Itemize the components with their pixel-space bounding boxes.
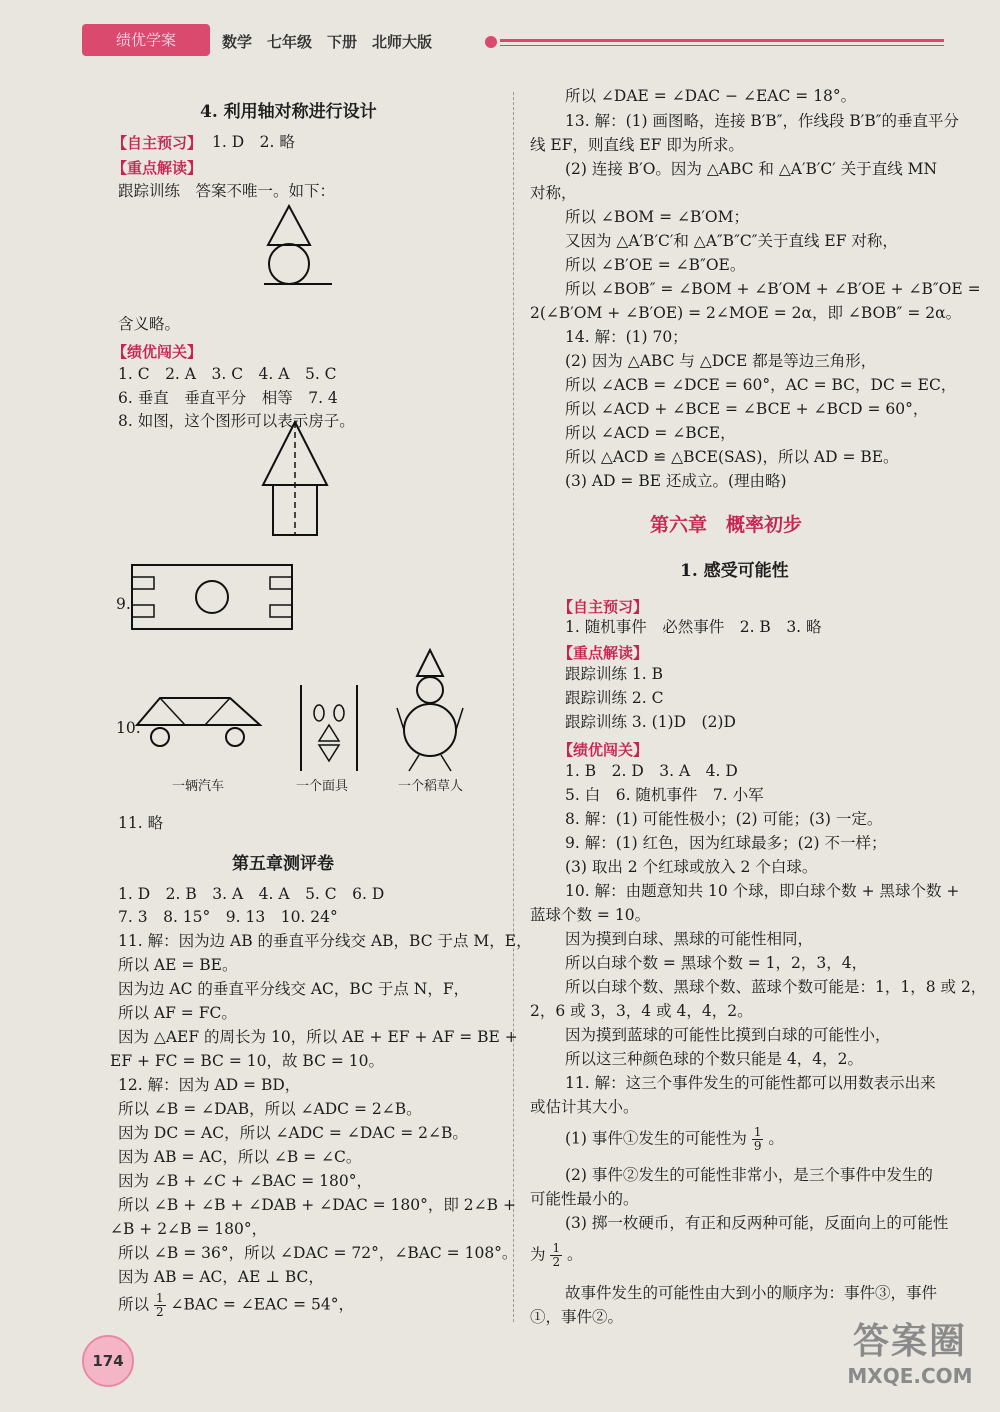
key-line-3: 跟踪训练 3. (1)D (2)D <box>565 713 736 731</box>
tag-preview: 【自主预习】 <box>112 134 203 152</box>
level-line-10: 所以白球个数、黑球个数、蓝球个数可能是：1，1，8 或 2， <box>565 978 987 996</box>
level-line-19: (3) 掷一枚硬币，有正和反两种可能，反面向上的可能性 <box>565 1214 949 1232</box>
test-line-12: 因为 AB = AC，所以 ∠B = ∠C。 <box>118 1148 362 1166</box>
level-line-17: (2) 事件②发生的可能性非常小，是三个事件中发生的 <box>565 1166 933 1184</box>
test-line-13: 因为 ∠B + ∠C + ∠BAC = 180°， <box>118 1172 372 1190</box>
header-dot <box>485 36 497 48</box>
right-line-13: 所以 ∠ACB = ∠DCE = 60°，AC = BC，DC = EC， <box>565 376 957 394</box>
level-line-12: 因为摸到蓝球的可能性比摸到白球的可能性小， <box>565 1026 891 1044</box>
header-tab: 绩优学案 <box>82 24 210 56</box>
fraction-half: $\frac{1}{2}$ <box>155 1291 164 1319</box>
fraction-one-ninth: $\frac{1}{9}$ <box>753 1125 762 1153</box>
level-line-13: 所以这三种颜色球的个数只能是 4，4，2。 <box>565 1050 864 1068</box>
right-line-17: (3) AD = BE 还成立。(理由略) <box>565 472 787 490</box>
right-line-3: 线 EF，则直线 EF 即为所求。 <box>530 136 744 154</box>
level-line-6: 10. 解：由题意知共 10 个球，即白球个数 + 黑球个数 + <box>565 882 960 900</box>
right-line-7: 又因为 △A′B′C′和 △A″B″C″关于直线 EF 对称， <box>565 232 898 250</box>
right-line-16: 所以 △ACD ≌ △BCE(SAS)，所以 AD = BE。 <box>565 448 899 466</box>
tag-key-right: 【重点解读】 <box>558 644 649 662</box>
test-line-4: 所以 AE = BE。 <box>118 956 238 974</box>
level-answers-1: 1. C 2. A 3. C 4. A 5. C <box>118 365 337 383</box>
rectangle-circle-figure <box>130 563 295 633</box>
tag-level: 【绩优闯关】 <box>112 343 203 361</box>
key-line-1: 跟踪训练 1. B <box>565 665 664 683</box>
chapter6-title: 第六章 概率初步 <box>650 514 803 536</box>
right-line-4: (2) 连接 B′O。因为 △ABC 和 △A′B′C′ 关于直线 MN <box>565 160 938 178</box>
q9-label: 9. <box>116 595 131 613</box>
level-line-3: 8. 解：(1) 可能性极小；(2) 可能；(3) 一定。 <box>565 810 883 828</box>
caption-car: 一辆汽车 <box>172 779 225 794</box>
q11-text: 11. 略 <box>118 814 164 832</box>
right-line-5: 对称， <box>530 184 577 202</box>
test-line-10: 所以 ∠B = ∠DAB，所以 ∠ADC = 2∠B。 <box>118 1100 422 1118</box>
right-line-6: 所以 ∠BOM = ∠B′OM； <box>565 208 749 226</box>
test-line-3: 11. 解：因为边 AB 的垂直平分线交 AB，BC 于点 M，E， <box>118 932 532 950</box>
test-line-18-post: ∠BAC = ∠EAC = 54°， <box>170 1295 354 1314</box>
caption-scarecrow: 一个稻草人 <box>398 779 464 794</box>
level-line-16 <box>565 1126 784 1153</box>
house-figure <box>255 420 345 540</box>
level-line-14: 11. 解：这三个事件发生的可能性都可以用数表示出来 <box>565 1074 936 1092</box>
right-line-2: 13. 解：(1) 画图略，连接 B′B″，作线段 B′B″的垂直平分 <box>565 112 959 130</box>
level-line-21: 故事件发生的可能性由大到小的顺序为：事件③，事件 <box>565 1284 938 1302</box>
watermark-url: MXQE.COM <box>847 1364 973 1388</box>
q10-label: 10. <box>116 719 141 737</box>
level-answers-3: 8. 如图，这个图形可以表示房子。 <box>118 412 355 430</box>
scarecrow-figure <box>395 648 465 773</box>
right-line-15: 所以 ∠ACD = ∠BCE， <box>565 424 736 442</box>
level-line-7: 蓝球个数 = 10。 <box>530 906 651 924</box>
tracking-text: 跟踪训练 答案不唯一。如下： <box>118 182 336 200</box>
level-line-2: 5. 白 6. 随机事件 7. 小军 <box>565 786 764 804</box>
test-line-15: ∠B + 2∠B = 180°， <box>110 1220 268 1238</box>
level-line-5: (3) 取出 2 个红球或放入 2 个白球。 <box>565 858 818 876</box>
right-line-1: 所以 ∠DAE = ∠DAC − ∠EAC = 18°。 <box>565 87 857 105</box>
fraction-one-half: $\frac{1}{2}$ <box>552 1241 561 1269</box>
test-line-18 <box>118 1292 354 1319</box>
section-title-possibility: 1. 感受可能性 <box>680 561 789 581</box>
test-line-2: 7. 3 8. 15° 9. 13 10. 24° <box>118 908 338 926</box>
level-line-11: 2，6 或 3，3，4 或 4，4，2。 <box>530 1002 753 1020</box>
test-line-17: 因为 AB = AC，AE ⊥ BC， <box>118 1268 324 1286</box>
right-line-9: 所以 ∠BOB″ = ∠BOM + ∠B′OM + ∠B′OE + ∠B″OE = <box>565 280 981 298</box>
header-rule <box>500 39 944 42</box>
caption-mask: 一个面具 <box>296 779 349 794</box>
right-line-14: 所以 ∠ACD + ∠BCE = ∠BCE + ∠BCD = 60°， <box>565 400 929 418</box>
header-subject: 数学 七年级 下册 北师大版 <box>222 33 433 51</box>
level-line-1: 1. B 2. D 3. A 4. D <box>565 762 738 780</box>
level-line-9: 所以白球个数 = 黑球个数 = 1，2，3，4， <box>565 954 868 972</box>
level-line-20-pre: 为 <box>530 1245 546 1264</box>
tag-preview-right: 【自主预习】 <box>558 598 649 616</box>
level-answers-2: 6. 垂直 垂直平分 相等 7. 4 <box>118 389 338 407</box>
test-line-16: 所以 ∠B = 36°，所以 ∠DAC = 72°，∠BAC = 108°。 <box>118 1244 518 1262</box>
test-line-7: 因为 △AEF 的周长为 10，所以 AE + EF + AF = BE + <box>118 1028 518 1046</box>
page-number: 174 <box>82 1335 134 1387</box>
level-line-4: 9. 解：(1) 红色，因为红球最多；(2) 不一样； <box>565 834 887 852</box>
car-figure <box>135 693 265 753</box>
mask-figure <box>297 683 362 773</box>
level-line-16-pre: (1) 事件①发生的可能性为 <box>565 1129 747 1148</box>
right-line-8: 所以 ∠B′OE = ∠B″OE。 <box>565 256 746 274</box>
test-line-5: 因为边 AC 的垂直平分线交 AC，BC 于点 N，F， <box>118 980 470 998</box>
key-line-2: 跟踪训练 2. C <box>565 689 664 707</box>
watermark-title: 答案圈 <box>852 1321 967 1362</box>
right-line-11: 14. 解：(1) 70； <box>565 328 688 346</box>
test-line-1: 1. D 2. B 3. A 4. A 5. C 6. D <box>118 885 385 903</box>
right-line-10: 2(∠B′OM + ∠B′OE) = 2∠MOE = 2α，即 ∠BOB″ = 2α。 <box>530 304 962 322</box>
test-line-8: EF + FC = BC = 10，故 BC = 10。 <box>110 1052 384 1070</box>
test-line-18-pre: 所以 <box>118 1295 150 1314</box>
right-line-12: (2) 因为 △ABC 与 △DCE 都是等边三角形， <box>565 352 877 370</box>
meaning-text: 含义略。 <box>118 315 181 333</box>
level-line-15: 或估计其大小。 <box>530 1098 639 1116</box>
watermark-logo <box>830 1320 990 1400</box>
level-line-8: 因为摸到白球、黑球的可能性相同， <box>565 930 814 948</box>
column-divider <box>513 92 514 1322</box>
test-line-9: 12. 解：因为 AD = BD， <box>118 1076 301 1094</box>
level-line-18: 可能性最小的。 <box>530 1190 639 1208</box>
tag-level-right: 【绩优闯关】 <box>558 741 649 759</box>
test-line-6: 所以 AF = FC。 <box>118 1004 237 1022</box>
preview-answers-right: 1. 随机事件 必然事件 2. B 3. 略 <box>565 618 822 636</box>
triangle-circle-figure <box>262 203 342 293</box>
level-line-16-post: 。 <box>768 1129 784 1148</box>
tag-key: 【重点解读】 <box>112 159 203 177</box>
level-line-20-post: 。 <box>567 1245 583 1264</box>
level-line-20 <box>530 1242 583 1269</box>
test-line-11: 因为 DC = AC，所以 ∠ADC = ∠DAC = 2∠B。 <box>118 1124 468 1142</box>
header-rule-thin <box>500 45 944 46</box>
preview-answer: 1. D 2. 略 <box>212 133 295 151</box>
section-title-symmetry: 4. 利用轴对称进行设计 <box>200 102 377 122</box>
chapter5-test-title: 第五章测评卷 <box>232 854 334 874</box>
level-line-22: ①，事件②。 <box>530 1308 624 1326</box>
test-line-14: 所以 ∠B + ∠B + ∠DAB + ∠DAC = 180°，即 2∠B + <box>118 1196 516 1214</box>
